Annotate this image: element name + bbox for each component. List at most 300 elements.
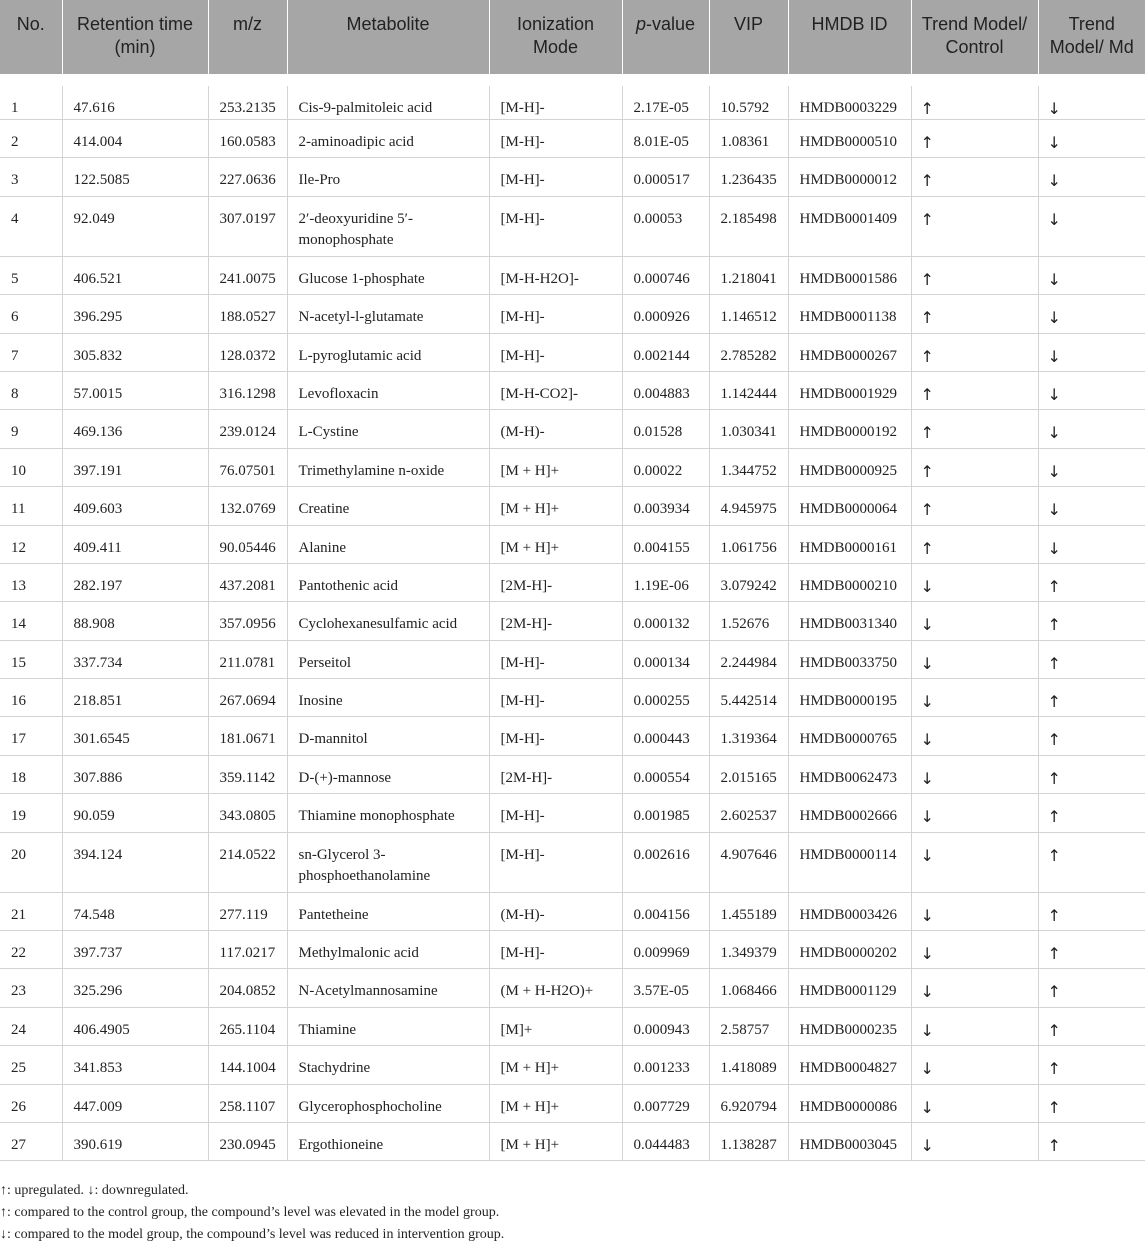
cell-metabolite: 2-aminoadipic acid <box>287 120 489 158</box>
table-body <box>0 80 1145 1161</box>
cell-ionization-mode: [M-H-H2O]- <box>489 256 622 294</box>
header-mz: m/z <box>208 0 287 80</box>
cell-p-value: 1.19E-06 <box>622 563 709 601</box>
cell-retention-time: 90.059 <box>62 794 208 832</box>
cell-trend-model-control: ↑ <box>911 256 1038 294</box>
cell-hmdb-id: HMDB0003045 <box>788 1122 911 1160</box>
cell-metabolite: D-mannitol <box>287 717 489 755</box>
cell-hmdb-id: HMDB0000086 <box>788 1084 911 1122</box>
cell-hmdb-id: HMDB0000765 <box>788 717 911 755</box>
cell-trend-model-md: ↑ <box>1038 969 1145 1007</box>
cell-trend-model-control: ↓ <box>911 931 1038 969</box>
cell-vip: 1.061756 <box>709 525 788 563</box>
cell-metabolite: Ergothioneine <box>287 1122 489 1160</box>
cell-trend-model-md: ↓ <box>1038 525 1145 563</box>
cell-ionization-mode: [M + H]+ <box>489 1046 622 1084</box>
cell-mz: 188.0527 <box>208 295 287 333</box>
cell-mz: 258.1107 <box>208 1084 287 1122</box>
cell-ionization-mode: [M-H]- <box>489 679 622 717</box>
cell-hmdb-id: HMDB0002666 <box>788 794 911 832</box>
cell-trend-model-control: ↓ <box>911 832 1038 892</box>
cell-ionization-mode: [M + H]+ <box>489 448 622 486</box>
cell-metabolite: N-Acetylmannosamine <box>287 969 489 1007</box>
cell-trend-model-control: ↑ <box>911 158 1038 196</box>
cell-mz: 253.2135 <box>208 80 287 120</box>
cell-ionization-mode: (M + H-H2O)+ <box>489 969 622 1007</box>
cell-vip: 2.185498 <box>709 196 788 256</box>
cell-hmdb-id: HMDB0000267 <box>788 333 911 371</box>
cell-metabolite: Thiamine <box>287 1007 489 1045</box>
cell-hmdb-id: HMDB0000114 <box>788 832 911 892</box>
cell-ionization-mode: [2M-H]- <box>489 602 622 640</box>
table-row <box>0 448 1145 486</box>
cell-p-value: 0.007729 <box>622 1084 709 1122</box>
cell-p-value: 0.001233 <box>622 1046 709 1084</box>
cell-mz: 359.1142 <box>208 755 287 793</box>
cell-vip: 1.319364 <box>709 717 788 755</box>
table-row <box>0 80 1145 120</box>
cell-ionization-mode: [M-H]- <box>489 196 622 256</box>
footnote-down: ↓: compared to the model group, the compound’s level was reduced in intervention group. <box>0 1227 505 1242</box>
cell-retention-time: 47.616 <box>62 80 208 120</box>
cell-retention-time: 414.004 <box>62 120 208 158</box>
cell-ionization-mode: [M + H]+ <box>489 525 622 563</box>
table-row <box>0 602 1145 640</box>
table-row <box>0 717 1145 755</box>
cell-no: 2 <box>0 120 62 158</box>
header-p-value-italic: p <box>635 14 646 34</box>
cell-trend-model-control: ↓ <box>911 1122 1038 1160</box>
cell-p-value: 0.000926 <box>622 295 709 333</box>
cell-vip: 1.030341 <box>709 410 788 448</box>
cell-hmdb-id: HMDB0000064 <box>788 487 911 525</box>
cell-retention-time: 305.832 <box>62 333 208 371</box>
cell-ionization-mode: [M-H]- <box>489 158 622 196</box>
cell-retention-time: 341.853 <box>62 1046 208 1084</box>
cell-vip: 2.602537 <box>709 794 788 832</box>
table-row <box>0 158 1145 196</box>
cell-mz: 181.0671 <box>208 717 287 755</box>
table-row <box>0 892 1145 930</box>
cell-vip: 1.142444 <box>709 371 788 409</box>
cell-trend-model-md: ↑ <box>1038 832 1145 892</box>
cell-trend-model-control: ↓ <box>911 679 1038 717</box>
cell-trend-model-md: ↓ <box>1038 410 1145 448</box>
cell-trend-model-md: ↑ <box>1038 640 1145 678</box>
cell-trend-model-md: ↑ <box>1038 1007 1145 1045</box>
cell-no: 6 <box>0 295 62 333</box>
cell-p-value: 0.000255 <box>622 679 709 717</box>
cell-trend-model-control: ↑ <box>911 80 1038 120</box>
cell-retention-time: 307.886 <box>62 755 208 793</box>
cell-hmdb-id: HMDB0001929 <box>788 371 911 409</box>
cell-trend-model-md: ↑ <box>1038 679 1145 717</box>
cell-trend-model-control: ↓ <box>911 1007 1038 1045</box>
table-row <box>0 794 1145 832</box>
cell-mz: 241.0075 <box>208 256 287 294</box>
cell-ionization-mode: [M + H]+ <box>489 1122 622 1160</box>
cell-trend-model-md: ↑ <box>1038 1046 1145 1084</box>
cell-p-value: 0.009969 <box>622 931 709 969</box>
header-trend-model-md: Trend Model/ Md <box>1038 0 1145 80</box>
cell-trend-model-md: ↑ <box>1038 794 1145 832</box>
cell-retention-time: 397.737 <box>62 931 208 969</box>
cell-vip: 2.015165 <box>709 755 788 793</box>
cell-trend-model-control: ↓ <box>911 755 1038 793</box>
cell-retention-time: 92.049 <box>62 196 208 256</box>
cell-hmdb-id: HMDB0000925 <box>788 448 911 486</box>
table-row <box>0 931 1145 969</box>
cell-mz: 211.0781 <box>208 640 287 678</box>
cell-p-value: 0.000443 <box>622 717 709 755</box>
cell-p-value: 0.000554 <box>622 755 709 793</box>
cell-p-value: 0.000134 <box>622 640 709 678</box>
cell-metabolite: N-acetyl-l-glutamate <box>287 295 489 333</box>
cell-no: 17 <box>0 717 62 755</box>
cell-retention-time: 301.6545 <box>62 717 208 755</box>
cell-vip: 2.244984 <box>709 640 788 678</box>
cell-no: 1 <box>0 80 62 120</box>
table-row <box>0 196 1145 256</box>
cell-trend-model-md: ↓ <box>1038 487 1145 525</box>
cell-trend-model-control: ↑ <box>911 333 1038 371</box>
cell-vip: 1.455189 <box>709 892 788 930</box>
cell-retention-time: 282.197 <box>62 563 208 601</box>
cell-ionization-mode: [M-H]- <box>489 794 622 832</box>
table-row <box>0 256 1145 294</box>
cell-ionization-mode: [M-H]- <box>489 717 622 755</box>
table-row <box>0 1084 1145 1122</box>
cell-mz: 144.1004 <box>208 1046 287 1084</box>
cell-hmdb-id: HMDB0000012 <box>788 158 911 196</box>
cell-p-value: 0.000943 <box>622 1007 709 1045</box>
cell-p-value: 0.044483 <box>622 1122 709 1160</box>
cell-ionization-mode: [M-H]- <box>489 640 622 678</box>
cell-vip: 10.5792 <box>709 80 788 120</box>
cell-vip: 1.349379 <box>709 931 788 969</box>
cell-hmdb-id: HMDB0003229 <box>788 80 911 120</box>
cell-no: 11 <box>0 487 62 525</box>
header-vip: VIP <box>709 0 788 80</box>
cell-hmdb-id: HMDB0001129 <box>788 969 911 1007</box>
cell-metabolite: sn-Glycerol 3-phosphoethanolamine <box>287 832 489 892</box>
cell-ionization-mode: [2M-H]- <box>489 755 622 793</box>
table-row <box>0 371 1145 409</box>
cell-ionization-mode: [M-H-CO2]- <box>489 371 622 409</box>
table-row <box>0 487 1145 525</box>
cell-mz: 239.0124 <box>208 410 287 448</box>
cell-retention-time: 406.4905 <box>62 1007 208 1045</box>
cell-retention-time: 469.136 <box>62 410 208 448</box>
header-p-value-rest: -value <box>645 14 696 34</box>
cell-hmdb-id: HMDB0000161 <box>788 525 911 563</box>
cell-metabolite: Inosine <box>287 679 489 717</box>
cell-trend-model-control: ↑ <box>911 120 1038 158</box>
cell-mz: 343.0805 <box>208 794 287 832</box>
cell-trend-model-control: ↑ <box>911 525 1038 563</box>
table-row <box>0 410 1145 448</box>
cell-trend-model-md: ↓ <box>1038 158 1145 196</box>
header-row <box>0 0 1145 80</box>
cell-retention-time: 394.124 <box>62 832 208 892</box>
cell-hmdb-id: HMDB0000202 <box>788 931 911 969</box>
cell-no: 16 <box>0 679 62 717</box>
cell-no: 19 <box>0 794 62 832</box>
table-row <box>0 679 1145 717</box>
cell-mz: 90.05446 <box>208 525 287 563</box>
cell-retention-time: 337.734 <box>62 640 208 678</box>
cell-p-value: 0.004156 <box>622 892 709 930</box>
table-row <box>0 832 1145 892</box>
cell-vip: 4.907646 <box>709 832 788 892</box>
cell-trend-model-control: ↑ <box>911 410 1038 448</box>
cell-mz: 204.0852 <box>208 969 287 1007</box>
cell-trend-model-md: ↓ <box>1038 196 1145 256</box>
cell-trend-model-md: ↓ <box>1038 333 1145 371</box>
cell-metabolite: Glycerophosphocholine <box>287 1084 489 1122</box>
cell-ionization-mode: (M-H)- <box>489 410 622 448</box>
cell-trend-model-md: ↑ <box>1038 1122 1145 1160</box>
cell-no: 3 <box>0 158 62 196</box>
cell-hmdb-id: HMDB0031340 <box>788 602 911 640</box>
cell-trend-model-md: ↑ <box>1038 563 1145 601</box>
cell-vip: 1.138287 <box>709 1122 788 1160</box>
table-row <box>0 640 1145 678</box>
cell-retention-time: 88.908 <box>62 602 208 640</box>
cell-mz: 316.1298 <box>208 371 287 409</box>
table-row <box>0 295 1145 333</box>
cell-vip: 5.442514 <box>709 679 788 717</box>
cell-metabolite: Trimethylamine n-oxide <box>287 448 489 486</box>
cell-vip: 3.079242 <box>709 563 788 601</box>
cell-retention-time: 325.296 <box>62 969 208 1007</box>
cell-trend-model-md: ↑ <box>1038 1084 1145 1122</box>
cell-metabolite: L-pyroglutamic acid <box>287 333 489 371</box>
table-row <box>0 333 1145 371</box>
cell-p-value: 0.00053 <box>622 196 709 256</box>
cell-metabolite: Stachydrine <box>287 1046 489 1084</box>
cell-hmdb-id: HMDB0000192 <box>788 410 911 448</box>
cell-metabolite: Creatine <box>287 487 489 525</box>
cell-retention-time: 409.411 <box>62 525 208 563</box>
table-row <box>0 969 1145 1007</box>
cell-trend-model-md: ↓ <box>1038 120 1145 158</box>
header-ionization-mode: Ionization Mode <box>489 0 622 80</box>
cell-vip: 2.58757 <box>709 1007 788 1045</box>
footnote-legend: ↑: upregulated. ↓: downregulated. <box>0 1183 189 1198</box>
cell-metabolite: Pantetheine <box>287 892 489 930</box>
cell-p-value: 0.004883 <box>622 371 709 409</box>
cell-p-value: 0.000132 <box>622 602 709 640</box>
cell-no: 20 <box>0 832 62 892</box>
cell-p-value: 0.002616 <box>622 832 709 892</box>
cell-mz: 128.0372 <box>208 333 287 371</box>
cell-p-value: 0.00022 <box>622 448 709 486</box>
cell-hmdb-id: HMDB0001409 <box>788 196 911 256</box>
cell-retention-time: 390.619 <box>62 1122 208 1160</box>
cell-metabolite: L-Cystine <box>287 410 489 448</box>
cell-metabolite: Perseitol <box>287 640 489 678</box>
cell-no: 21 <box>0 892 62 930</box>
cell-trend-model-md: ↓ <box>1038 256 1145 294</box>
cell-retention-time: 74.548 <box>62 892 208 930</box>
cell-mz: 227.0636 <box>208 158 287 196</box>
cell-p-value: 8.01E-05 <box>622 120 709 158</box>
cell-retention-time: 122.5085 <box>62 158 208 196</box>
cell-trend-model-md: ↑ <box>1038 931 1145 969</box>
cell-trend-model-control: ↓ <box>911 1084 1038 1122</box>
cell-p-value: 0.003934 <box>622 487 709 525</box>
header-p-value <box>622 0 709 80</box>
cell-hmdb-id: HMDB0004827 <box>788 1046 911 1084</box>
cell-ionization-mode: [M-H]- <box>489 931 622 969</box>
cell-vip: 6.920794 <box>709 1084 788 1122</box>
cell-metabolite: Cis-9-palmitoleic acid <box>287 80 489 120</box>
cell-ionization-mode: [M]+ <box>489 1007 622 1045</box>
cell-metabolite: D-(+)-mannose <box>287 755 489 793</box>
cell-no: 24 <box>0 1007 62 1045</box>
footnotes <box>0 1180 1145 1246</box>
cell-vip: 1.418089 <box>709 1046 788 1084</box>
cell-no: 8 <box>0 371 62 409</box>
cell-no: 12 <box>0 525 62 563</box>
cell-mz: 307.0197 <box>208 196 287 256</box>
cell-no: 25 <box>0 1046 62 1084</box>
cell-metabolite: Pantothenic acid <box>287 563 489 601</box>
cell-ionization-mode: (M-H)- <box>489 892 622 930</box>
table-row <box>0 563 1145 601</box>
cell-mz: 76.07501 <box>208 448 287 486</box>
cell-vip: 1.08361 <box>709 120 788 158</box>
cell-mz: 214.0522 <box>208 832 287 892</box>
cell-hmdb-id: HMDB0000210 <box>788 563 911 601</box>
cell-no: 7 <box>0 333 62 371</box>
cell-no: 23 <box>0 969 62 1007</box>
cell-trend-model-md: ↑ <box>1038 755 1145 793</box>
cell-vip: 1.236435 <box>709 158 788 196</box>
cell-trend-model-control: ↑ <box>911 371 1038 409</box>
cell-vip: 1.344752 <box>709 448 788 486</box>
cell-ionization-mode: [M + H]+ <box>489 487 622 525</box>
cell-no: 9 <box>0 410 62 448</box>
cell-trend-model-md: ↓ <box>1038 448 1145 486</box>
cell-trend-model-control: ↓ <box>911 602 1038 640</box>
cell-trend-model-md: ↓ <box>1038 371 1145 409</box>
cell-hmdb-id: HMDB0000195 <box>788 679 911 717</box>
cell-metabolite: Cyclohexanesulfamic acid <box>287 602 489 640</box>
cell-no: 26 <box>0 1084 62 1122</box>
cell-metabolite: 2′-deoxyuridine 5′-monophosphate <box>287 196 489 256</box>
cell-trend-model-md: ↓ <box>1038 80 1145 120</box>
table-row <box>0 1007 1145 1045</box>
cell-retention-time: 406.521 <box>62 256 208 294</box>
cell-ionization-mode: [M + H]+ <box>489 1084 622 1122</box>
cell-vip: 1.218041 <box>709 256 788 294</box>
cell-retention-time: 57.0015 <box>62 371 208 409</box>
cell-hmdb-id: HMDB0033750 <box>788 640 911 678</box>
cell-ionization-mode: [M-H]- <box>489 80 622 120</box>
cell-p-value: 0.000517 <box>622 158 709 196</box>
header-hmdb-id: HMDB ID <box>788 0 911 80</box>
cell-trend-model-control: ↓ <box>911 892 1038 930</box>
header-no: No. <box>0 0 62 80</box>
cell-ionization-mode: [M-H]- <box>489 832 622 892</box>
footnote-up: ↑: compared to the control group, the compound’s level was elevated in the model group. <box>0 1205 500 1220</box>
cell-trend-model-control: ↑ <box>911 487 1038 525</box>
cell-metabolite: Ile-Pro <box>287 158 489 196</box>
cell-p-value: 0.002144 <box>622 333 709 371</box>
cell-retention-time: 447.009 <box>62 1084 208 1122</box>
cell-mz: 117.0217 <box>208 931 287 969</box>
header-retention-time: Retention time (min) <box>62 0 208 80</box>
cell-vip: 1.52676 <box>709 602 788 640</box>
cell-no: 14 <box>0 602 62 640</box>
cell-no: 15 <box>0 640 62 678</box>
cell-metabolite: Alanine <box>287 525 489 563</box>
cell-p-value: 0.001985 <box>622 794 709 832</box>
cell-ionization-mode: [M-H]- <box>489 120 622 158</box>
cell-trend-model-control: ↑ <box>911 196 1038 256</box>
cell-mz: 437.2081 <box>208 563 287 601</box>
cell-no: 18 <box>0 755 62 793</box>
table-row <box>0 1046 1145 1084</box>
cell-p-value: 3.57E-05 <box>622 969 709 1007</box>
cell-mz: 267.0694 <box>208 679 287 717</box>
cell-mz: 160.0583 <box>208 120 287 158</box>
cell-no: 22 <box>0 931 62 969</box>
cell-no: 4 <box>0 196 62 256</box>
cell-mz: 357.0956 <box>208 602 287 640</box>
cell-hmdb-id: HMDB0001586 <box>788 256 911 294</box>
cell-retention-time: 409.603 <box>62 487 208 525</box>
cell-metabolite: Glucose 1-phosphate <box>287 256 489 294</box>
cell-no: 5 <box>0 256 62 294</box>
cell-hmdb-id: HMDB0062473 <box>788 755 911 793</box>
cell-p-value: 2.17E-05 <box>622 80 709 120</box>
cell-no: 13 <box>0 563 62 601</box>
cell-trend-model-control: ↓ <box>911 640 1038 678</box>
cell-ionization-mode: [M-H]- <box>489 295 622 333</box>
cell-p-value: 0.004155 <box>622 525 709 563</box>
cell-trend-model-md: ↑ <box>1038 717 1145 755</box>
cell-vip: 4.945975 <box>709 487 788 525</box>
table-row <box>0 755 1145 793</box>
table-row <box>0 120 1145 158</box>
table-row <box>0 525 1145 563</box>
cell-mz: 277.119 <box>208 892 287 930</box>
table-row <box>0 1122 1145 1160</box>
cell-trend-model-md: ↑ <box>1038 602 1145 640</box>
cell-mz: 230.0945 <box>208 1122 287 1160</box>
cell-hmdb-id: HMDB0001138 <box>788 295 911 333</box>
cell-no: 27 <box>0 1122 62 1160</box>
cell-ionization-mode: [2M-H]- <box>489 563 622 601</box>
cell-retention-time: 397.191 <box>62 448 208 486</box>
cell-trend-model-control: ↓ <box>911 794 1038 832</box>
cell-trend-model-control: ↓ <box>911 969 1038 1007</box>
cell-trend-model-control: ↓ <box>911 1046 1038 1084</box>
header-metabolite: Metabolite <box>287 0 489 80</box>
cell-p-value: 0.000746 <box>622 256 709 294</box>
cell-retention-time: 218.851 <box>62 679 208 717</box>
cell-metabolite: Levofloxacin <box>287 371 489 409</box>
cell-hmdb-id: HMDB0000235 <box>788 1007 911 1045</box>
cell-trend-model-control: ↓ <box>911 717 1038 755</box>
cell-trend-model-control: ↑ <box>911 295 1038 333</box>
cell-trend-model-control: ↓ <box>911 563 1038 601</box>
cell-trend-model-md: ↓ <box>1038 295 1145 333</box>
cell-metabolite: Thiamine monophosphate <box>287 794 489 832</box>
